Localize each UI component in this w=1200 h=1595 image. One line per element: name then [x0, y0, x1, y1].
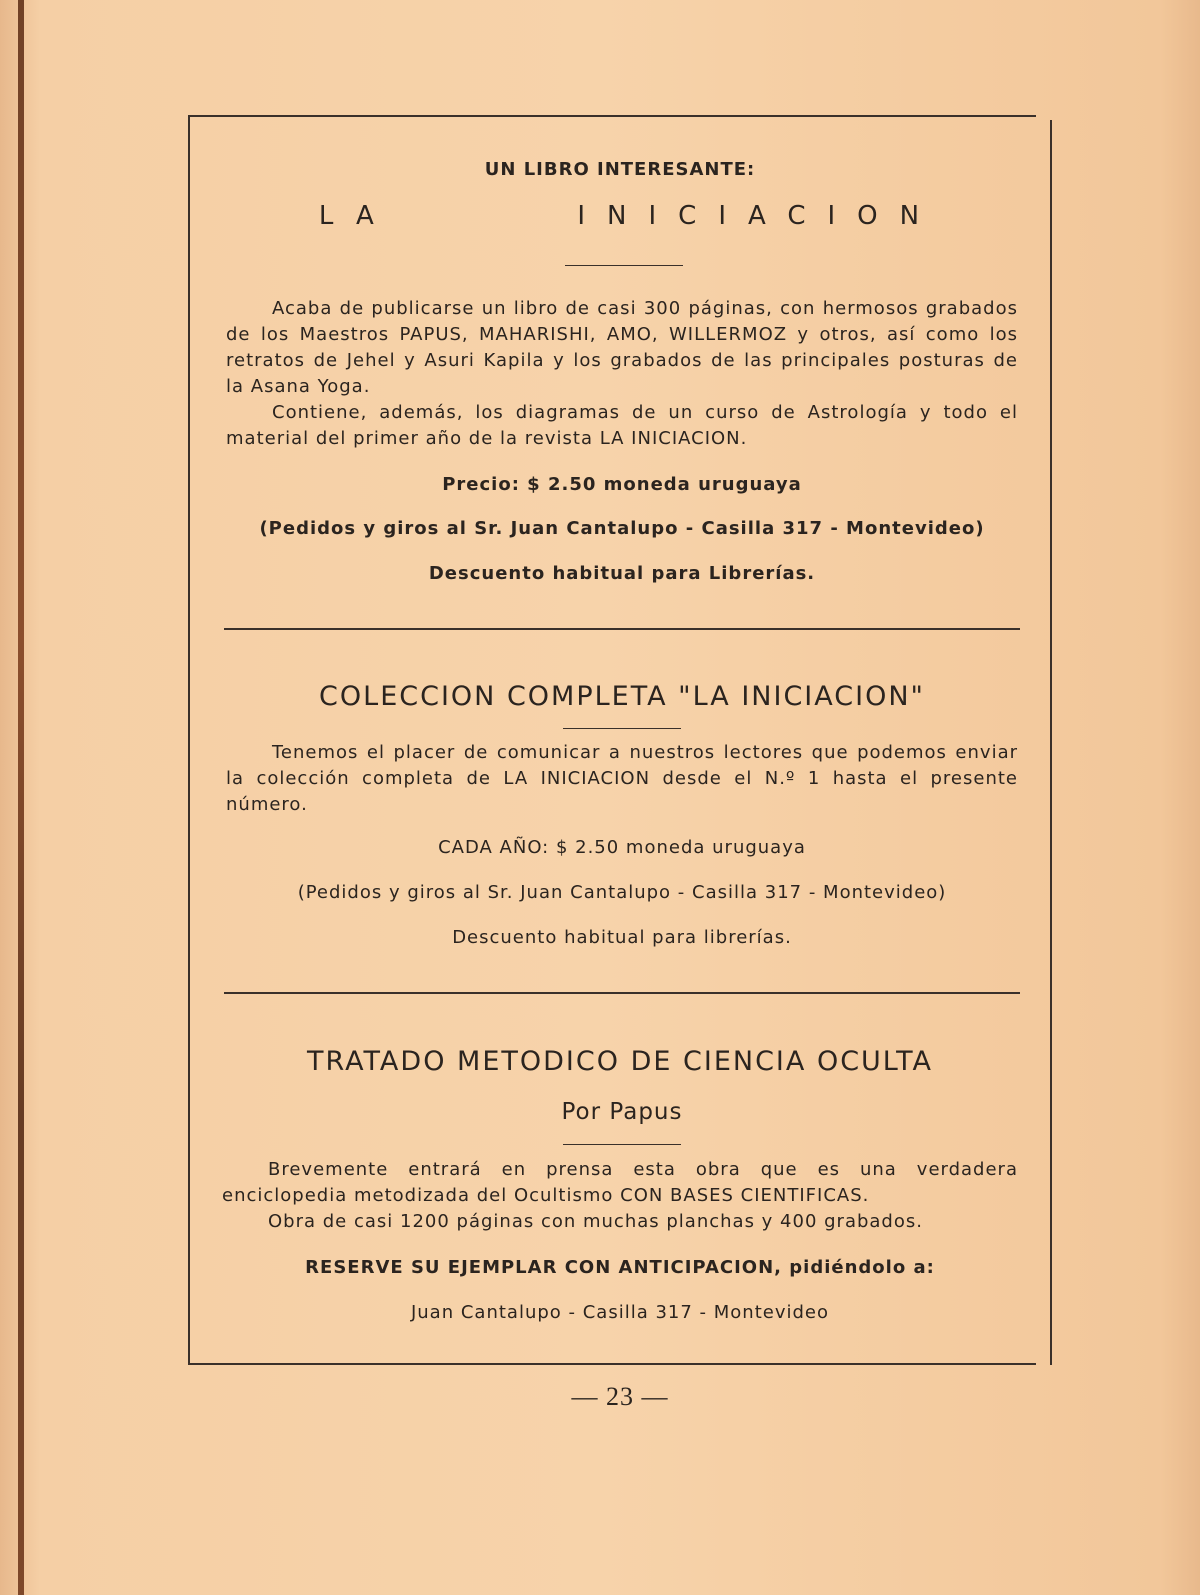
section1-orders: (Pedidos y giros al Sr. Juan Cantalupo - Casilla 317 - Montevideo): [259, 518, 985, 539]
section3-paragraph1: Brevemente entrará en prensa esta obra que es una verdadera enciclopedia metodizada del Ocultismo CON BASES CIENTIFICAS.: [222, 1159, 1018, 1206]
frame-top-rule: [188, 115, 1036, 117]
section3-address: Juan Cantalupo - Casilla 317 - Montevideo: [410, 1302, 830, 1323]
section1-short-rule: [565, 265, 683, 266]
binding-edge: [18, 0, 24, 1595]
section2-title: COLECCION COMPLETA "LA INICIACION": [319, 681, 925, 712]
frame-bottom-rule: [188, 1363, 1036, 1365]
section3-short-rule: [563, 1144, 681, 1145]
section2-short-rule: [563, 728, 681, 729]
section1-discount: Descuento habitual para Librerías.: [428, 563, 816, 584]
page-number: — 23 —: [571, 1382, 669, 1411]
section-divider-1: [224, 628, 1020, 630]
section1-paragraph2: Contiene, además, los diagramas de un curso de Astrología y todo el material del primer año de la revista LA INICIACION.: [226, 402, 1018, 449]
section1-title: LA INICIACION: [318, 201, 942, 231]
section3-byline: Por Papus: [561, 1099, 683, 1125]
section3-paragraph2: Obra de casi 1200 páginas con muchas planchas y 400 grabados.: [268, 1211, 923, 1232]
section2-discount: Descuento habitual para librerías.: [452, 927, 792, 948]
section2-orders: (Pedidos y giros al Sr. Juan Cantalupo - Casilla 317 - Montevideo): [297, 882, 947, 903]
section3-title: TRATADO METODICO DE CIENCIA OCULTA: [307, 1046, 933, 1077]
section-divider-2: [224, 992, 1020, 994]
frame-left-rule: [188, 115, 190, 1365]
section1-kicker: UN LIBRO INTERESANTE:: [484, 159, 756, 180]
section1-paragraph1: Acaba de publicarse un libro de casi 300 páginas, con hermosos grabados de los Maestros PAPUS, MAHARISHI, AMO, WILLERMOZ y otros, así como los retratos de Jehel y Asuri Kapila y los grabados de las principales posturas de la Asana Yoga.: [226, 298, 1018, 397]
section2-price: CADA AÑO: $ 2.50 moneda uruguaya: [438, 837, 806, 858]
frame-right-rule: [1050, 120, 1052, 1365]
section2-paragraph1: Tenemos el placer de comunicar a nuestros lectores que podemos enviar la colección completa de LA INICIACION desde el N.º 1 hasta el presente número.: [226, 742, 1018, 815]
section3-reserve: RESERVE SU EJEMPLAR CON ANTICIPACION, pidiéndolo a:: [305, 1257, 935, 1278]
section1-price: Precio: $ 2.50 moneda uruguaya: [442, 474, 802, 495]
